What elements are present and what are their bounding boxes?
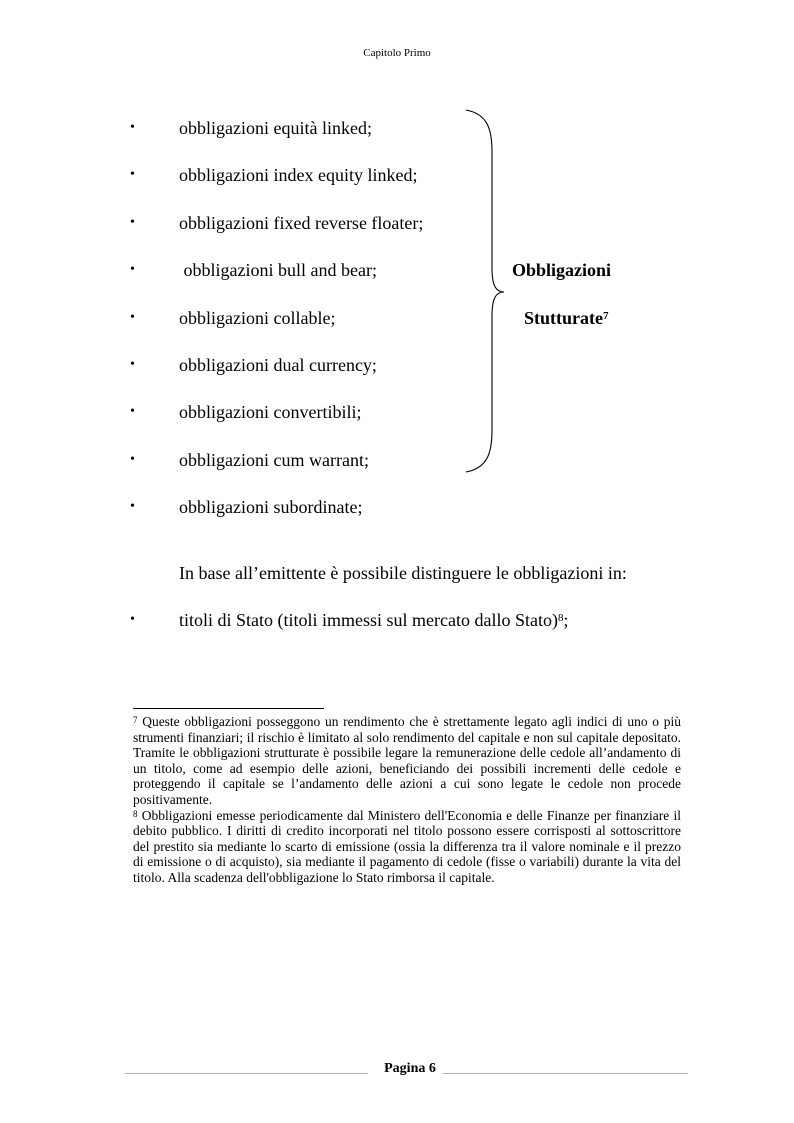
page-footer [0, 1060, 794, 1080]
brace-label-line1: Obbligazioni [512, 260, 612, 280]
list-item [0, 163, 470, 187]
list-item-state-bonds [0, 608, 700, 632]
running-header [0, 47, 794, 59]
list-item-text: obbligazioni equità linked; [179, 118, 372, 138]
list-item [0, 258, 470, 282]
state-bonds-end: ; [563, 610, 569, 630]
intro-paragraph: In base all’emittente è possibile distinguere le obbligazioni in: [179, 563, 627, 583]
footnote-text: Queste obbligazioni posseggono un rendimento che è strettamente legato agli indici di uno o più strumenti finanziari; il rischio è limitato al solo rendimento del capitale e non sul capitale depositato. Tramite le obbligazioni strutturate è possibile legare la remunerazione delle cedole all’andamento di un titolo, come ad esempio delle azioni, beneficiando dei possibili incrementi delle cedole e proteggendo il capitale se l’andamento delle azioni a cui sono legate le cedole non procede positivamente. [133, 714, 681, 807]
list-item-text: obbligazioni cum warrant; [179, 450, 369, 470]
footnote-separator [133, 708, 324, 709]
footnotes [133, 714, 681, 886]
bullet-icon: • [130, 612, 135, 627]
bullet-icon: • [130, 404, 135, 419]
list-item-text: obbligazioni index equity linked; [179, 165, 418, 185]
list-item [0, 448, 470, 472]
list-item-text: obbligazioni subordinate; [179, 497, 363, 517]
list-item-text: obbligazioni bull and bear; [179, 260, 377, 280]
list-item [0, 306, 470, 330]
footnote-ref-8[interactable]: 8 [557, 612, 564, 624]
list-item [0, 495, 470, 519]
brace-label-line2 [524, 306, 609, 330]
list-item [0, 400, 470, 424]
brace-label-text: Stutturate [524, 308, 603, 328]
list-item-text: obbligazioni collable; [179, 308, 336, 328]
footnote-text: Obbligazioni emesse periodicamente dal Ministero dell'Economia e delle Finanze per finanziare il debito pubblico. I diritti di credito incorporati nel titolo possono essere corrisposti al sottoscrittore del prestito sia mediante lo scarto di emissione (ossia la differenza tra il valore nominale e il prezzo di emissione o di acquisto), sia mediante il pagamento di cedole (fisse o variabili) durante la vita del titolo. Alla scadenza dell'obbligazione lo Stato rimborsa il capitale. [133, 807, 681, 885]
footnote-number: 7 [133, 715, 138, 725]
list-item [0, 116, 470, 140]
bullet-icon: • [130, 310, 135, 325]
footnote-number: 8 [133, 808, 138, 819]
bullet-icon: • [130, 262, 135, 277]
list-item [0, 211, 470, 235]
footnote-ref-7[interactable]: 7 [603, 310, 609, 322]
state-bonds-text: titoli di Stato (titoli immessi sul mercato dallo Stato) [179, 610, 558, 630]
footer-rule-left [125, 1073, 368, 1074]
bullet-icon: • [130, 357, 135, 372]
curly-brace-icon [460, 108, 510, 474]
bullet-icon: • [130, 167, 135, 182]
list-item-text: obbligazioni convertibili; [179, 402, 362, 422]
bullet-icon: • [130, 452, 135, 467]
footer-rule-right [443, 1073, 688, 1074]
page-number: Pagina 6 [384, 1061, 436, 1076]
footnote-7 [133, 714, 681, 808]
bullet-icon: • [130, 120, 135, 135]
bullet-icon: • [130, 499, 135, 514]
bullet-icon: • [130, 215, 135, 230]
running-title: Capitolo Primo [363, 47, 431, 59]
footnote-8 [133, 808, 681, 886]
list-item-text: obbligazioni fixed reverse floater; [179, 213, 424, 233]
list-item-text [179, 608, 568, 632]
list-item-text: obbligazioni dual currency; [179, 355, 377, 375]
list-item [0, 353, 470, 377]
